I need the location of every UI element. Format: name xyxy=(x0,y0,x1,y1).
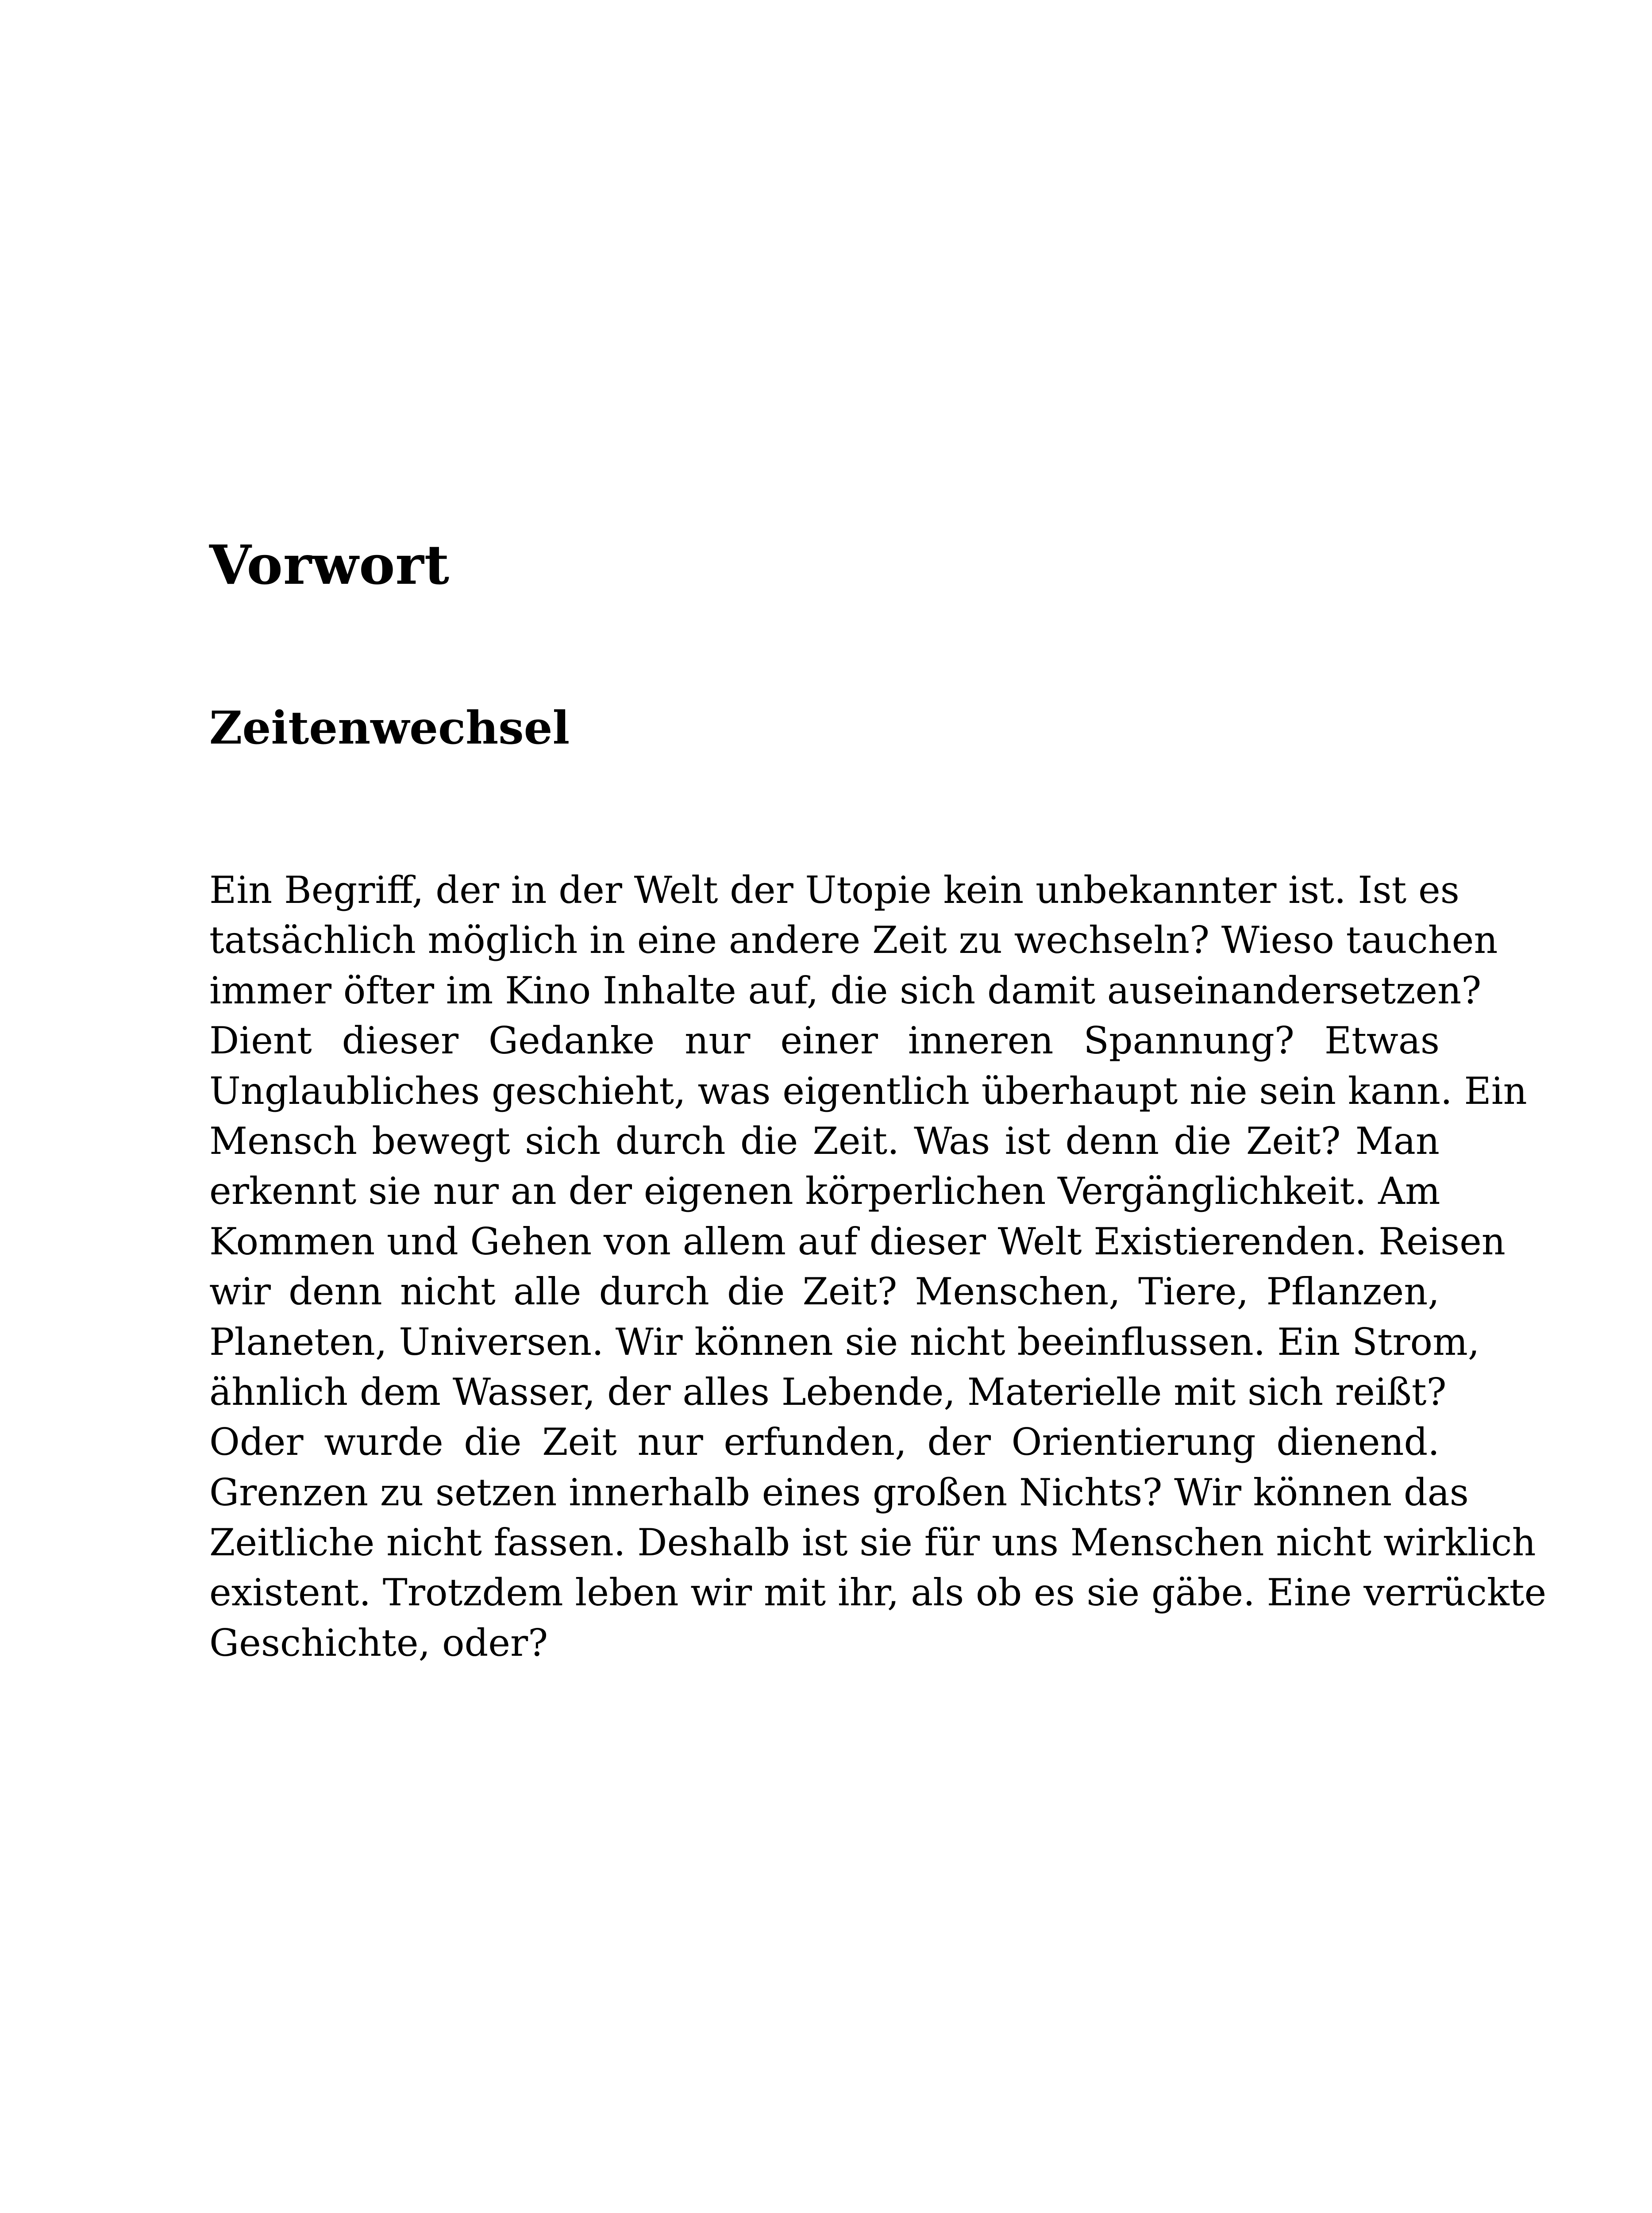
paragraph-line: Ein Begriff, der in der Welt der Utopie kein unbekannter ist. Ist es xyxy=(209,868,1459,912)
paragraph-line: Geschichte, oder? xyxy=(209,1621,548,1665)
body-paragraph xyxy=(209,865,1547,1668)
paragraph-line: Kommen und Gehen von allem auf dieser Welt Existierenden. Reisen xyxy=(209,1219,1506,1263)
paragraph-line: erkennt sie nur an der eigenen körperlichen Vergänglichkeit. Am xyxy=(209,1169,1440,1213)
paragraph-line: tatsächlich möglich in eine andere Zeit zu wechseln? Wieso tauchen xyxy=(209,918,1498,962)
paragraph-line: wir denn nicht alle durch die Zeit? Menschen, Tiere, Pflanzen, xyxy=(209,1270,1440,1314)
paragraph-line: Zeitliche nicht fassen. Deshalb ist sie für uns Menschen nicht wirklich xyxy=(209,1521,1536,1565)
paragraph-line: immer öfter im Kino Inhalte auf, die sich damit auseinandersetzen? xyxy=(209,968,1482,1012)
section-heading: Zeitenwechsel xyxy=(209,702,570,755)
paragraph-line: Dient dieser Gedanke nur einer inneren Spannung? Etwas xyxy=(209,1019,1440,1063)
paragraph-line: existent. Trotzdem leben wir mit ihr, als ob es sie gäbe. Eine verrückte xyxy=(209,1571,1547,1615)
paragraph-line: Mensch bewegt sich durch die Zeit. Was ist denn die Zeit? Man xyxy=(209,1119,1440,1163)
paragraph-line: Oder wurde die Zeit nur erfunden, der Orientierung dienend. xyxy=(209,1420,1440,1464)
paragraph-line: Unglaubliches geschieht, was eigentlich überhaupt nie sein kann. Ein xyxy=(209,1069,1527,1113)
paragraph-line: ähnlich dem Wasser, der alles Lebende, Materielle mit sich reißt? xyxy=(209,1370,1447,1414)
paragraph-line: Grenzen zu setzen innerhalb eines großen Nichts? Wir können das xyxy=(209,1470,1469,1514)
paragraph-line: Planeten, Universen. Wir können sie nicht beeinflussen. Ein Strom, xyxy=(209,1320,1480,1364)
page-title: Vorwort xyxy=(209,533,450,597)
